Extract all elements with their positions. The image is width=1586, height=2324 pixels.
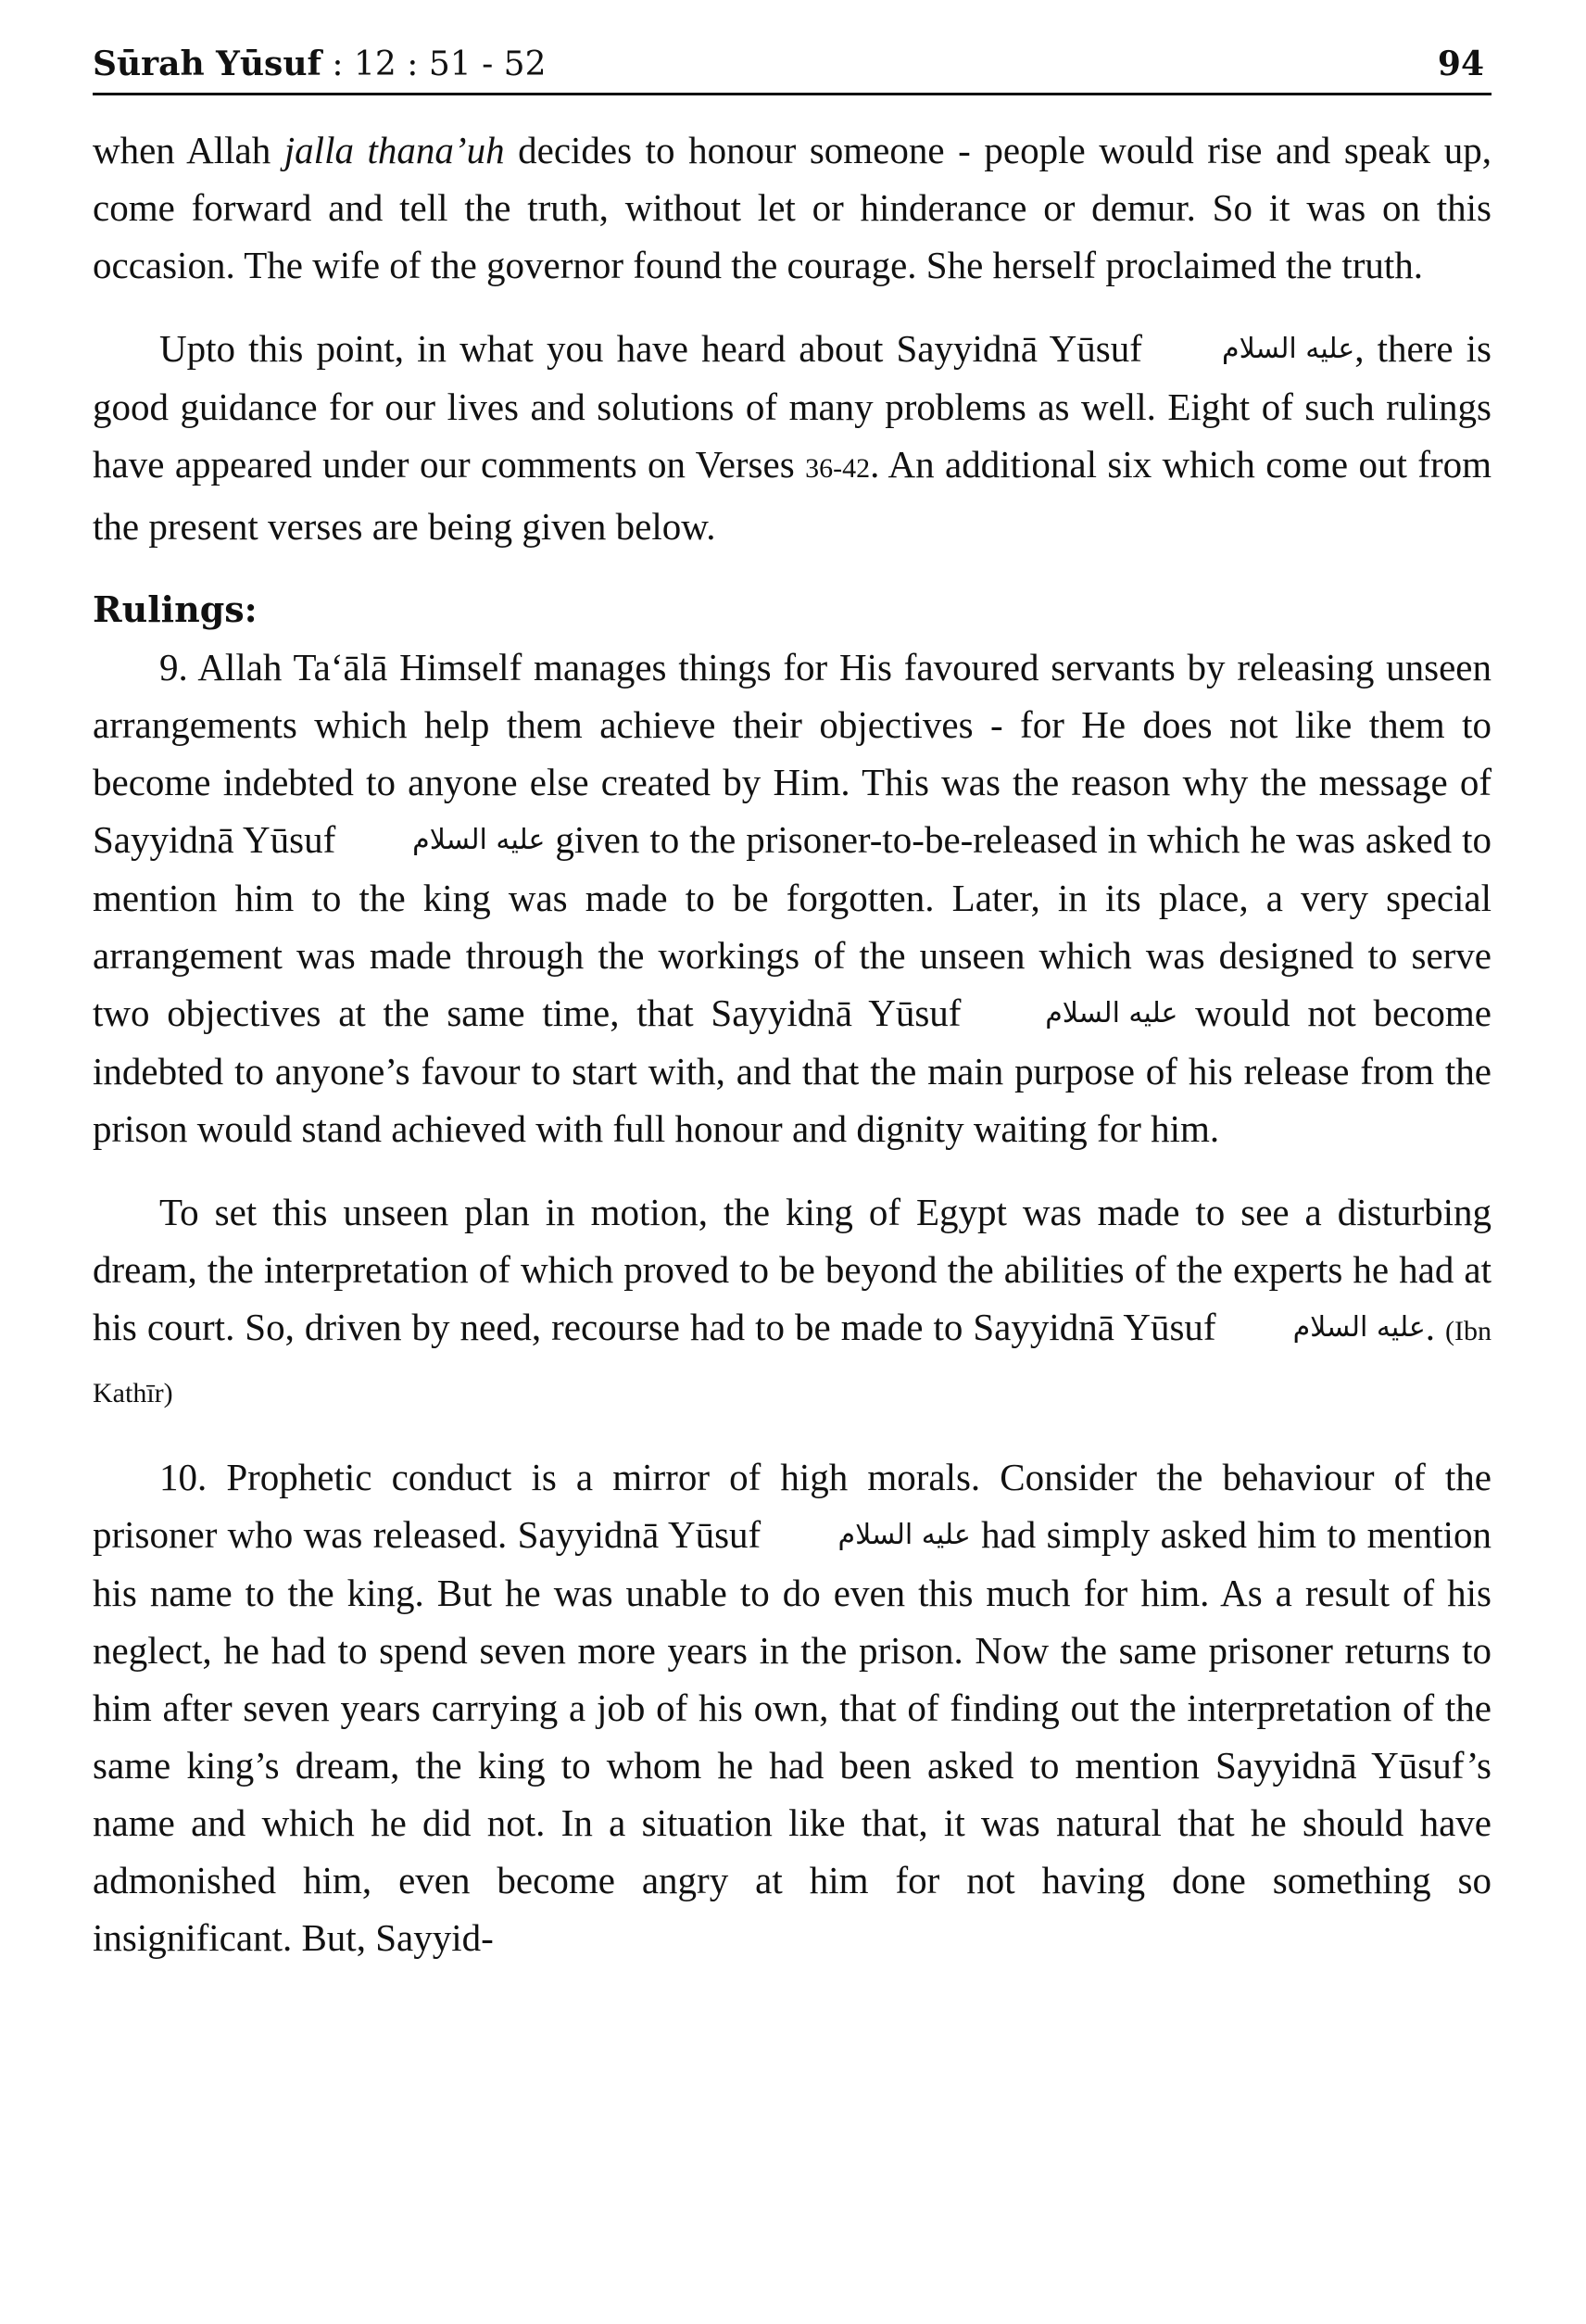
emphasis-text: jalla thana’uh	[283, 129, 505, 171]
honorific-icon: عليه السلام	[1292, 1311, 1426, 1344]
paragraph-ruling-10: 10. Prophetic conduct is a mirror of high morals. Consider the behaviour of the prisoner who was released. Sayyidnā Yūsuf عليه السلام had simply asked him to mention his name to the king. But he was unable to do even this much for him. As a result of his neglect, he had to spend seven more years in the prison. Now the same prisoner returns to him after seven years carrying a job of his own, that of finding out the interpretation of the same king’s dream, the king to whom he had been asked to mention Sayyidnā Yūsuf’s name and which he did not. In a situation like that, it was natural that he should have admonished him, even become angry at him for not having done something so insignificant. But, Sayyid-	[93, 1456, 1492, 1959]
paragraph-4: To set this unseen plan in motion, the king of Egypt was made to see a disturbing dream, the interpretation of which proved to be beyond the abilities of the experts he had at his court. So, driven by need, recourse had to be made to Sayyidnā Yūsuf عليه السلام. (Ibn Kathīr)	[93, 1191, 1492, 1408]
surah-title: Sūrah Yūsuf	[93, 44, 321, 83]
paragraph-2: Upto this point, in what you have heard about Sayyidnā Yūsuf عليه السلام, there is good guidance for our lives and solutions of many problems as well. Eight of such rulings have appeared under our comments on Verses 36-42. An additional six which come out from the present verses are being given below.	[93, 320, 1492, 555]
honorific-icon: عليه السلام	[412, 824, 546, 856]
verse-reference: : 12 : 51 - 52	[321, 45, 547, 83]
body-text	[93, 121, 1492, 1966]
running-header	[93, 44, 1492, 95]
paragraph-ruling-9: 9. Allah Ta‘ālā Himself manages things for His favoured servants by releasing unseen arrangements which help them achieve their objectives - for He does not like them to become indebted to anyone else created by Him. This was the reason why the message of Sayyidnā Yūsuf عليه السلام given to the prisoner-to-be-released in which he was asked to mention him to the king was made to be forgotten. Later, in its place, a very special arrangement was made through the workings of the unseen which was designed to serve two objectives at the same time, that Sayyidnā Yūsuf عليه السلام would not become indebted to anyone’s favour to start with, and that the main purpose of his release from the prison would stand achieved with full honour and dignity waiting for him.	[93, 646, 1492, 1150]
honorific-icon: عليه السلام	[1045, 997, 1178, 1029]
page-number: 94	[1437, 44, 1484, 83]
citation: (Ibn Kathīr)	[93, 1316, 1492, 1408]
header-title	[93, 44, 547, 83]
rulings-heading: Rulings:	[93, 588, 258, 630]
honorific-icon: عليه السلام	[837, 1519, 971, 1551]
honorific-icon: عليه السلام	[1222, 333, 1355, 365]
page	[93, 44, 1492, 1966]
paragraph-1: when Allah jalla thana’uh decides to honour someone - people would rise and speak up, come forward and tell the truth, without let or hinderance or demur. So it was on this occasion. The wife of the governor found the courage. She herself proclaimed the truth.	[93, 129, 1492, 286]
verse-range: 36-42	[805, 453, 871, 484]
